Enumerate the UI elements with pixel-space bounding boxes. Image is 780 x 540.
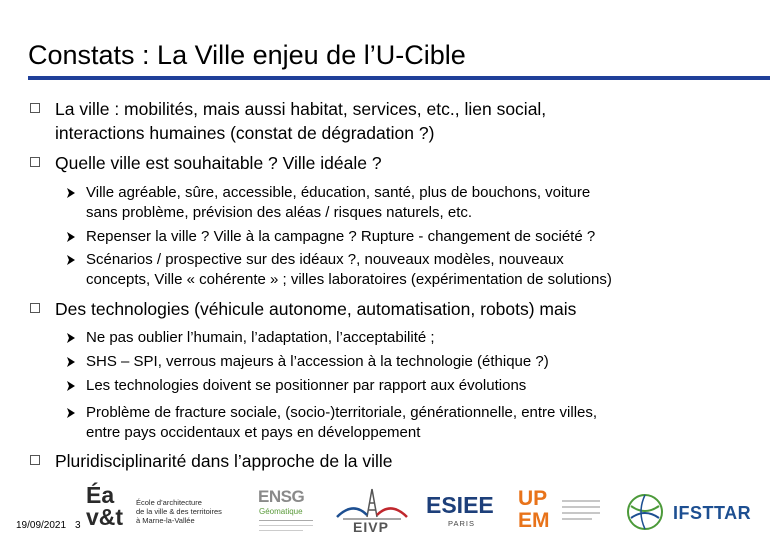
ensg-logo (255, 487, 317, 537)
ensg-logo-sub: Géomatique (259, 507, 303, 516)
bullet-text-line: Repenser la ville ? Ville à la campagne ? Rupture - changement de société ? (86, 228, 596, 245)
bullet-text-line: sans problème, prévision des aléas / risques naturels, etc. (86, 204, 473, 221)
arrow-bullet-icon (66, 381, 76, 391)
ensg-logo-rule (259, 530, 303, 531)
eavt-logo-mark: v&t (86, 504, 124, 530)
eavt-logo-mark: Éa (86, 482, 115, 508)
arrow-bullet-icon (66, 357, 76, 367)
eivp-logo-text: EIVP (353, 519, 389, 535)
upem-logo-mark: UP (518, 487, 548, 510)
upem-logo-rule (562, 506, 600, 508)
eavt-logo-text: École d’architecture (136, 498, 202, 507)
eiffel-tower-icon (333, 487, 411, 521)
eavt-logo (86, 484, 236, 534)
bullet-text-line: entre pays occidentaux et pays en développement (86, 424, 421, 441)
bullet-text-line: Quelle ville est souhaitable ? Ville idéale ? (55, 153, 382, 173)
bullet-text-line: Pluridisciplinarité dans l’approche de la ville (55, 451, 393, 471)
esiee-logo-text: ESIEE (426, 492, 494, 518)
bullet-text-line: interactions humaines (constat de dégradation ?) (55, 123, 435, 143)
bullet-text-line: Ville agréable, sûre, accessible, éducation, santé, plus de bouchons, voiture (86, 184, 591, 201)
slide-title: Constats : La Ville enjeu de l’U-Cible (28, 40, 466, 70)
square-bullet-icon (30, 455, 40, 465)
ensg-logo-rule (259, 525, 313, 526)
upem-logo (516, 487, 606, 536)
ensg-logo-mark: ENSG (258, 487, 305, 506)
arrow-bullet-icon (66, 408, 76, 418)
ensg-logo-rule (259, 520, 313, 521)
bullet-text-line: La ville : mobilités, mais aussi habitat, services, etc., lien social, (55, 99, 547, 119)
bullet-text-line: Les technologies doivent se positionner par rapport aux évolutions (86, 377, 527, 394)
esiee-logo (424, 492, 500, 532)
square-bullet-icon (30, 303, 40, 313)
ifsttar-logo-text: IFSTTAR (673, 503, 752, 523)
bullet-text-line: concepts, Ville « cohérente » ; villes laboratoires (expérimentation de solutions) (86, 271, 612, 288)
ifsttar-logo (625, 492, 775, 536)
bullet-text-line: Problème de fracture sociale, (socio-)territoriale, générationnelle, entre villes, (86, 404, 598, 421)
upem-logo-rule (562, 518, 592, 520)
upem-logo-rule (562, 500, 600, 502)
bullet-text-line: Des technologies (véhicule autonome, automatisation, robots) mais (55, 299, 577, 319)
arrow-bullet-icon (66, 333, 76, 343)
arrow-bullet-icon (66, 188, 76, 198)
footer-date: 19/09/2021 (16, 520, 67, 531)
page-number: 3 (75, 520, 81, 531)
esiee-logo-sub: PARIS (448, 519, 475, 528)
bullet-text-line: SHS – SPI, verrous majeurs à l’accession à la technologie (éthique ?) (86, 353, 549, 370)
arrow-bullet-icon (66, 255, 76, 265)
title-underline (28, 76, 770, 80)
eavt-logo-text: de la ville & des territoires (136, 507, 222, 516)
upem-logo-rule (562, 512, 600, 514)
globe-icon (625, 492, 665, 532)
bullet-text-line: Ne pas oublier l’humain, l’adaptation, l’acceptabilité ; (86, 329, 435, 346)
arrow-bullet-icon (66, 232, 76, 242)
square-bullet-icon (30, 157, 40, 167)
upem-logo-mark: EM (518, 509, 550, 532)
square-bullet-icon (30, 103, 40, 113)
eivp-logo (333, 487, 411, 535)
bullet-text-line: Scénarios / prospective sur des idéaux ?, nouveaux modèles, nouveaux (86, 251, 564, 268)
eavt-logo-text: à Marne-la-Vallée (136, 516, 195, 525)
